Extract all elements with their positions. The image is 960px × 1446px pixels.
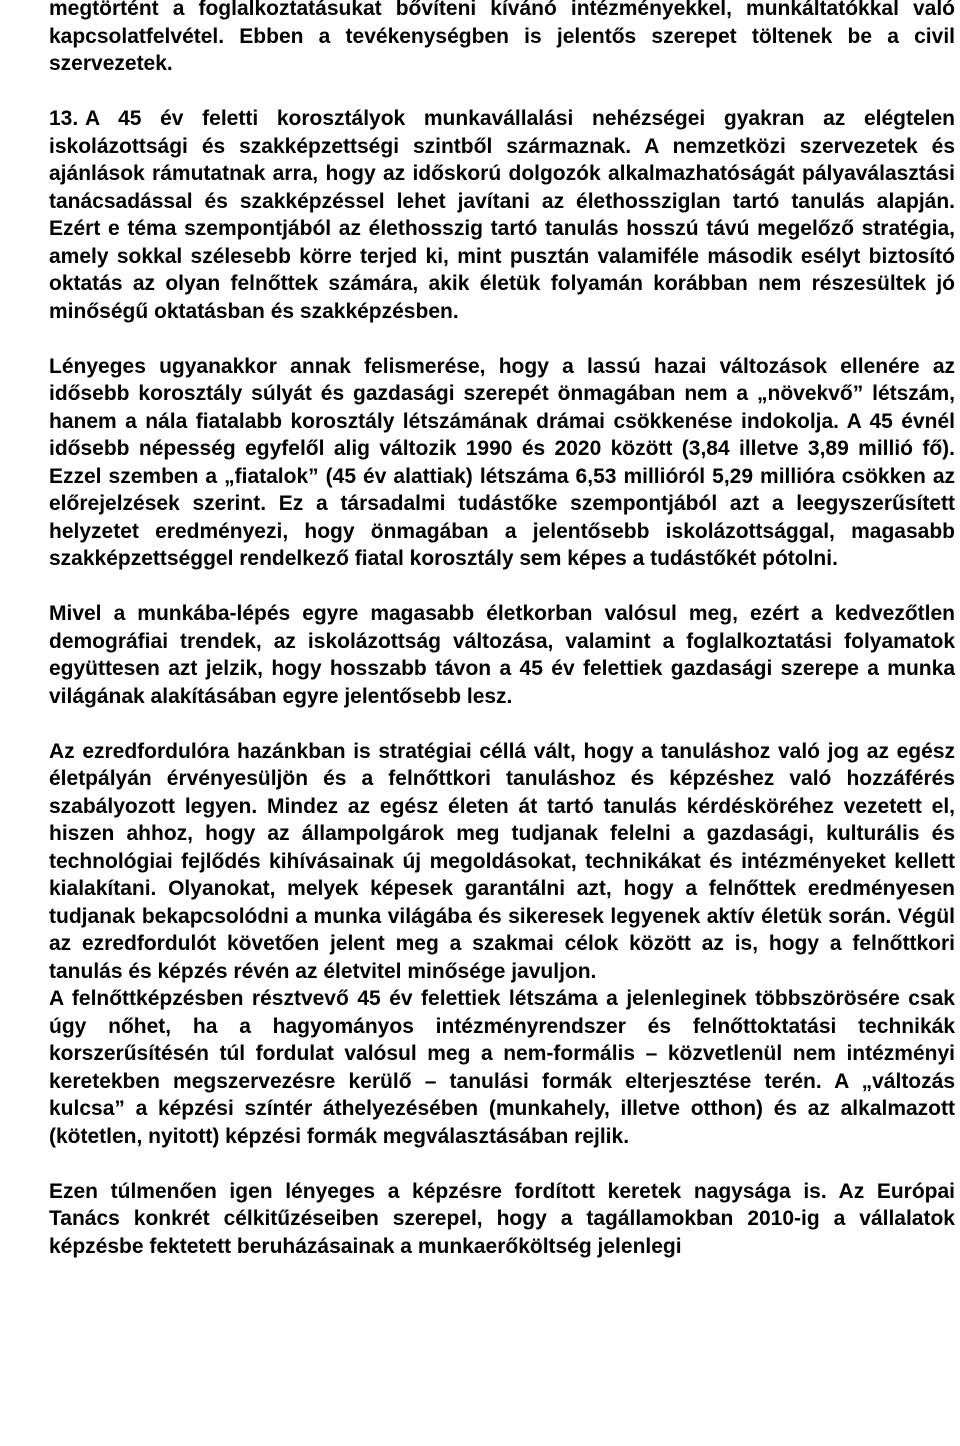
paragraph-continuation: megtörtént a foglalkoztatásukat bővíteni kívánó intézményekkel, munkáltatókkal való kapcsolatfelvétel. Ebben a tevékenységben is jelentős szerepet töltenek be a civil szervezetek. — [49, 0, 955, 75]
paragraph-adult-education: A felnőttképzésben résztvevő 45 év felettiek létszáma a jelenleginek többszörösére csak úgy nőhet, ha a hagyományos intézményrendszer és felnőttoktatási technikák korszerűsítésén túl fordulat valósul meg a nem-formális – közvetlenül nem intézményi keretekben megszervezésre kerülő – tanulási formák elterjesztése terén. A „változás kulcsa” a képzési színtér áthelyezésében (munkahely, illetve otthon) és az alkalmazott (kötetlen, nyitott) képzési formák megválasztásában rejlik. — [49, 987, 955, 1148]
paragraph-millennium-strategy: Az ezredfordulóra hazánkban is stratégiai céllá vált, hogy a tanuláshoz való jog az egész életpályán érvényesüljön és a felnőttkori tanuláshoz és képzéshez való hozzáférés szabályozott legyen. Mindez az egész életen át tartó tanulás kérdésköréhez vezetett el, hiszen ahhoz, hogy az állampolgárok meg tudjanak felelni a gazdasági, kulturális és technológiai fejlődés kihívásainak új megoldásokat, technikákat és intézményeket kellett kialakítani. Olyanokat, melyek képesek garantálni azt, hogy a felnőttek eredményesen tudjanak bekapcsolódni a munka világába és sikeresek legyenek aktív életük során. Végül az ezredfordulót követően jelent meg a szakmai célok között az is, hogy a felnőttkori tanulás és képzés révén az életvitel minősége javuljon. — [49, 739, 955, 983]
numbered-paragraph-text: A 45 év feletti korosztályok munkavállalási nehézségei gyakran az elégtelen iskolázottsági és szakképzettségi szintből származnak. A nemzetközi szervezetek és ajánlások rámutatnak arra, hogy az időskorú dolgozók alkalmazhatóságát pályaválasztási tanácsadással és szakképzéssel lehet javítani az élethossziglan tartó tanulás alapján. Ezért e téma szempontjából az élethosszig tartó tanulás hosszú távú megelőző stratégia, amely sokkal szélesebb körre terjed ki, mint pusztán valamiféle második esélyt biztosító oktatás az olyan felnőttek számára, akik életük folyamán korábban nem részesültek jó minőségű oktatásban és szakképzésben. — [49, 107, 955, 323]
paragraph-labour-entry: Mivel a munkába-lépés egyre magasabb életkorban valósul meg, ezért a kedvezőtlen demográfiai trendek, az iskolázottság változása, valamint a foglalkoztatási folyamatok együttesen azt jelzik, hogy hosszabb távon a 45 év felettiek gazdasági szerepe a munka világának alakításában egyre jelentősebb lesz. — [49, 602, 955, 708]
item-number: 13. — [49, 107, 79, 130]
paragraph-training-budget: Ezen túlmenően igen lényeges a képzésre fordított keretek nagysága is. Az Európai Tanács konkrét célkitűzéseiben szerepel, hogy a tagállamokban 2010-ig a vállalatok képzésbe fektetett beruházásainak a munkaerőköltség jelenlegi — [49, 1179, 955, 1258]
paragraph-demography: Lényeges ugyanakkor annak felismerése, hogy a lassú hazai változások ellenére az idősebb korosztály súlyát és gazdasági szerepét önmagában nem a „növekvő” létszám, hanem a nála fiatalabb korosztály létszámának drámai csökkenése indokolja. A 45 évnél idősebb népesség egyfelől alig változik 1990 és 2020 között (3,84 illetve 3,89 millió fő). Ezzel szemben a „fiatalok” (45 év alattiak) létszáma 6,53 millióról 5,29 millióra csökken az előrejelzések szerint. Ez a társadalmi tudástőke szempontjából azt a leegyszerűsített helyzetet eredményezi, hogy önmagában a jelentősebb iskolázottsággal, magasabb szakképzettséggel rendelkező fiatal korosztály sem képes a tudástőkét pótolni. — [49, 354, 955, 570]
document-page — [49, 0, 955, 1260]
numbered-paragraph-13 — [49, 105, 955, 325]
